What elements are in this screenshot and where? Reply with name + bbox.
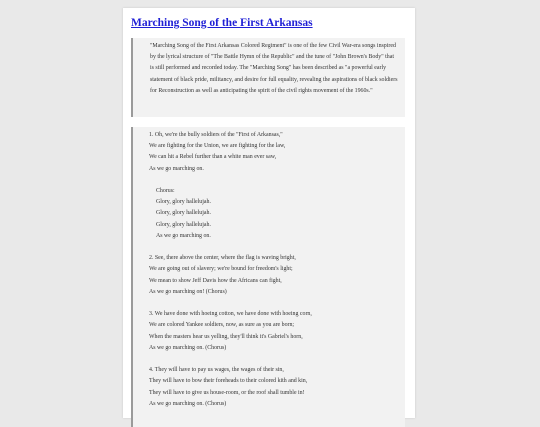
lyric-line: As we go marching on! (Chorus) bbox=[149, 288, 227, 295]
lyric-line: Glory, glory hallelujah. bbox=[156, 199, 211, 206]
lyric-line: We are going out of slavery; we're bound for freedom's light; bbox=[149, 266, 293, 273]
lyric-line: As we go marching on. (Chorus) bbox=[149, 400, 227, 407]
lyric-line: 4. They will have to pay us wages, the wages of their sin, bbox=[149, 367, 284, 374]
verse-3 bbox=[149, 309, 399, 354]
lyric-line: We are colored Yankee soldiers, now, as sure as you are born; bbox=[149, 322, 295, 329]
lyric-line: As we go marching on. (Chorus) bbox=[149, 344, 227, 351]
page-title-link[interactable]: Marching Song of the First Arkansas bbox=[131, 17, 313, 29]
lyric-line: We can hit a Rebel further than a white man ever saw, bbox=[149, 154, 277, 161]
chorus bbox=[149, 186, 399, 242]
lyric-line: 1. Oh, we're the bully soldiers of the "First of Arkansas," bbox=[149, 132, 283, 138]
lyric-line: As we go marching on. bbox=[156, 232, 211, 239]
chorus-heading: Chorus: bbox=[156, 188, 175, 194]
lyric-line: 3. We have done with hoeing cotton, we have done with hoeing corn, bbox=[149, 311, 312, 318]
verse-2 bbox=[149, 253, 399, 298]
lyrics-blockquote bbox=[131, 127, 405, 427]
lyric-line: We are fighting for the Union, we are fighting for the law, bbox=[149, 143, 286, 150]
lyric-line: They will have to bow their foreheads to their colored kith and kin, bbox=[149, 378, 308, 385]
lyric-line: Glory, glory hallelujah. bbox=[156, 210, 211, 217]
lyric-line: They will have to give us house-room, or the roof shall tumble in! bbox=[149, 389, 305, 396]
verse-4 bbox=[149, 365, 399, 410]
lyric-line: We mean to show Jeff Davis how the Africans can fight, bbox=[149, 277, 282, 284]
lyric-line: 2. See, there above the center, where the flag is waving bright, bbox=[149, 255, 296, 262]
verse-1 bbox=[149, 130, 399, 175]
intro-blockquote: "Marching Song of the First Arkansas Colored Regiment" is one of the few Civil War-era songs inspired by the lyrical structure of "The Battle Hymn of the Republic" and the tune of "John Brown's Body" that is still performed and recorded today. The "Marching Song" has been described as "a powerful early statement of black pride, militancy, and desire for full equality, revealing the aspirations of black soldiers for Reconstruction as well as anticipating the spirit of the civil rights movement of the 1960s." bbox=[131, 38, 405, 117]
lyric-line: When the masters hear us yelling, they'll think it's Gabriel's horn, bbox=[149, 333, 303, 340]
lyric-line: Glory, glory hallelujah. bbox=[156, 221, 211, 228]
lyric-line: As we go marching on. bbox=[149, 165, 204, 172]
song-page bbox=[123, 8, 415, 418]
